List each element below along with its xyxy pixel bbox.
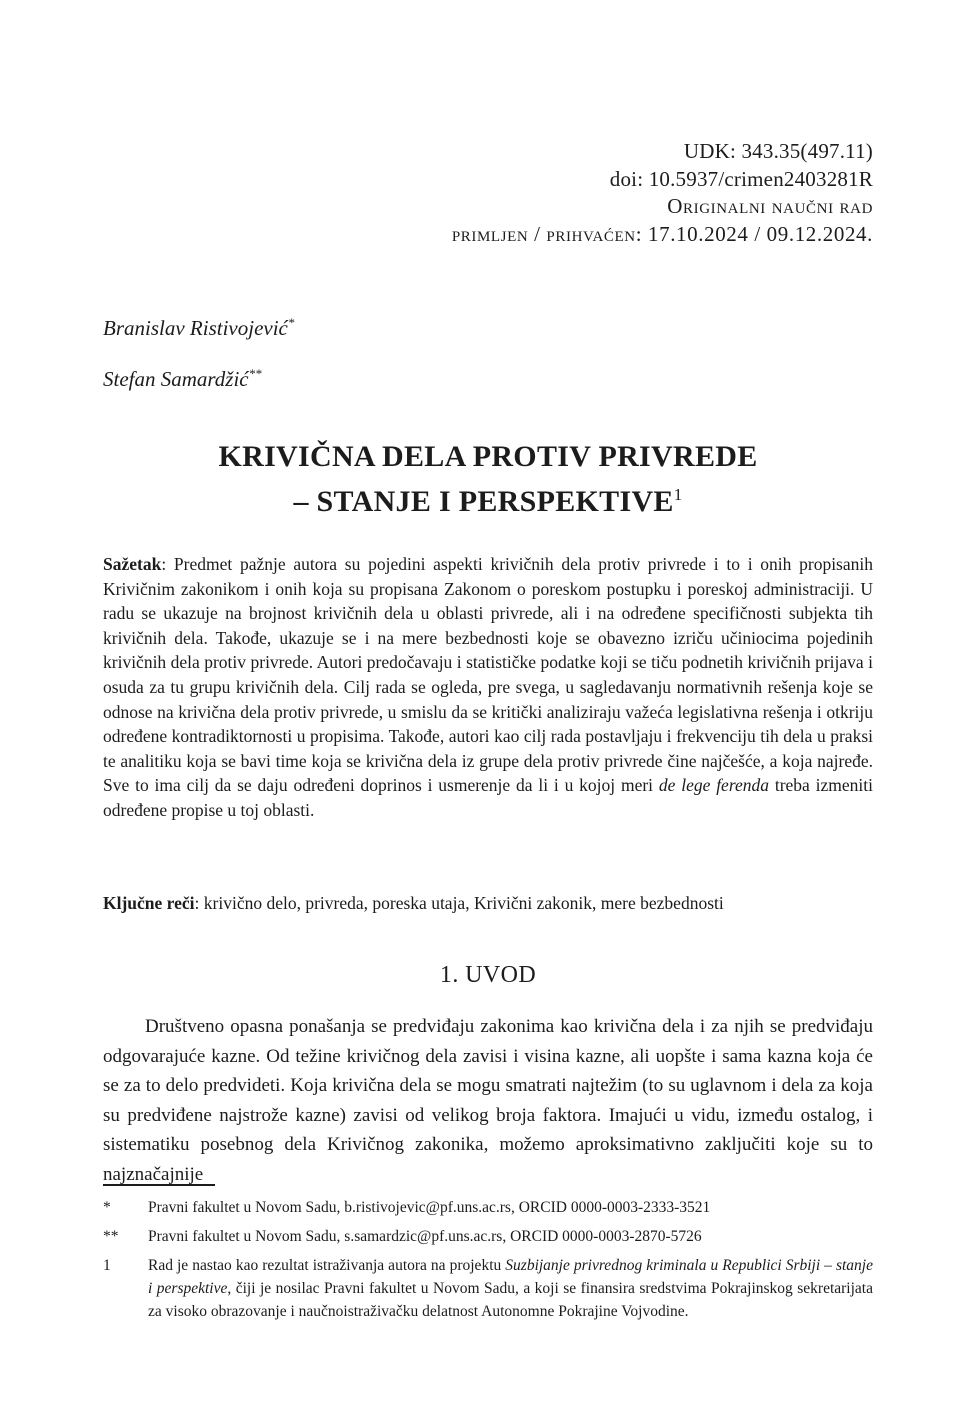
footnote-text-3-after: , čiji je nosilac Pravni fakultet u Novom Sadu, a koji se finansira sredstvima Pokrajinskog sekretarijata za visoko obrazovanje i naučnoistraživačku delatnost Autonomne Pokrajine Vojvodine.	[148, 1280, 873, 1320]
abstract-text: : Predmet pažnje autora su pojedini aspekti krivičnih dela protiv privrede i to i onih propisanih Krivičnim zakonikom i onih koja su propisana Zakonom o poreskom postupku i poreskoj administraciji. U radu se ukazuje na brojnost krivičnih dela u oblasti privrede, ali i na određene specifičnosti subjekta tih krivičnih dela. Takođe, ukazuje se i na mere bezbednosti koje se obavezno izriču učiniocima pojedinih krivičnih dela protiv privrede. Autori predočavaju i statističke podatke koji se tiču podnetih krivičnih prijava i osuda za tu grupu krivičnih dela. Cilj rada se ogleda, pre svega, u sagledavanju normativnih rešenja koje se odnose na krivična dela protiv privrede, u smislu da se kritički analiziraju važeća legislativna rešenja i otkriju određene kontradiktornosti u propisima. Takođe, autori kao cilj rada postavljaju i frekvenciju tih dela u praksi te analitiku koja se bavi time koja se krivična dela iz grupe dela protiv privrede čine najčešće, a koja najređe. Sve to ima cilj da se daju određeni doprinos i usmerenje da li i u kojoj meri	[103, 554, 873, 796]
footnote-separator	[103, 1184, 215, 1186]
article-type-line: Originalni naučni rad	[667, 194, 873, 218]
doi-line: doi: 10.5937/crimen2403281R	[609, 166, 873, 191]
footnote-item-2	[103, 1225, 873, 1248]
footnote-item-3	[103, 1254, 873, 1323]
title-line-1: KRIVIČNA DELA PROTIV PRIVREDE	[218, 440, 758, 473]
authors-block	[103, 300, 873, 402]
footnote-text-3-before: Rad je nastao kao rezultat istraživanja autora na projektu	[148, 1257, 506, 1274]
author-name-1: Branislav Ristivojević	[103, 316, 288, 340]
footnote-marker-3: 1	[103, 1257, 111, 1274]
abstract-label: Sažetak	[103, 554, 162, 574]
footnotes-block	[103, 1196, 873, 1329]
footnote-marker-1: *	[103, 1199, 111, 1216]
footnote-text-3-italic: Suzbijanje privrednog kriminala u Republici Srbiji – stanje i perspektive	[148, 1257, 873, 1297]
footnote-text-2: Pravni fakultet u Novom Sadu, s.samardzic@pf.uns.ac.rs, ORCID 0000-0003-2870-5726	[148, 1228, 702, 1245]
footnote-text-1: Pravni fakultet u Novom Sadu, b.ristivojevic@pf.uns.ac.rs, ORCID 0000-0003-2333-3521	[148, 1199, 711, 1216]
abstract-block	[103, 552, 873, 823]
author-line-1	[103, 300, 873, 351]
author-footnote-marker-1: *	[287, 315, 295, 330]
keywords-label: Ključne reči	[103, 893, 195, 913]
section-heading: 1. UVOD	[439, 962, 537, 988]
abstract-italic-phrase: de lege ferenda	[658, 775, 769, 796]
article-title	[103, 438, 873, 521]
header-meta	[103, 138, 873, 248]
footnote-item-1	[103, 1196, 873, 1219]
keywords-text: : krivično delo, privreda, poreska utaja, Krivični zakonik, mere bezbednosti	[194, 893, 724, 913]
title-line-2-text: – STANJE I PERSPEKTIVE	[293, 485, 674, 518]
author-line-2	[103, 351, 873, 402]
intro-paragraph: Društveno opasna ponašanja se predviđaju zakonima kao krivična dela i za njih se predviđaju odgovarajuće kazne. Od težine krivičnog dela zavisi i visina kazne, ali uopšte i sama kazna koja će se za to delo predvideti. Koja krivična dela se mogu smatrati najtežim (to su uglavnom i dela za koja su predviđene najstrože kazne) zavisi od velikog broja faktora. Imajući u vidu, između ostalog, i sistematiku posebnog dela Krivičnog zakonika, možemo aproksimativno zaključiti koje su to najznačajnije	[103, 1016, 873, 1185]
udk-line: UDK: 343.35(497.11)	[683, 139, 873, 163]
author-footnote-marker-2: **	[248, 366, 262, 381]
title-footnote-ref: 1	[673, 485, 683, 504]
received-accepted-line: primljen / prihvaćen: 17.10.2024 / 09.12.2024.	[451, 221, 873, 246]
abstract-text-after: treba izmeniti određene propise u toj oblasti.	[103, 775, 873, 820]
title-line-2	[103, 476, 873, 521]
author-name-2: Stefan Samardžić	[103, 367, 249, 391]
keywords-block	[103, 891, 873, 916]
footnote-marker-2: **	[103, 1228, 119, 1245]
